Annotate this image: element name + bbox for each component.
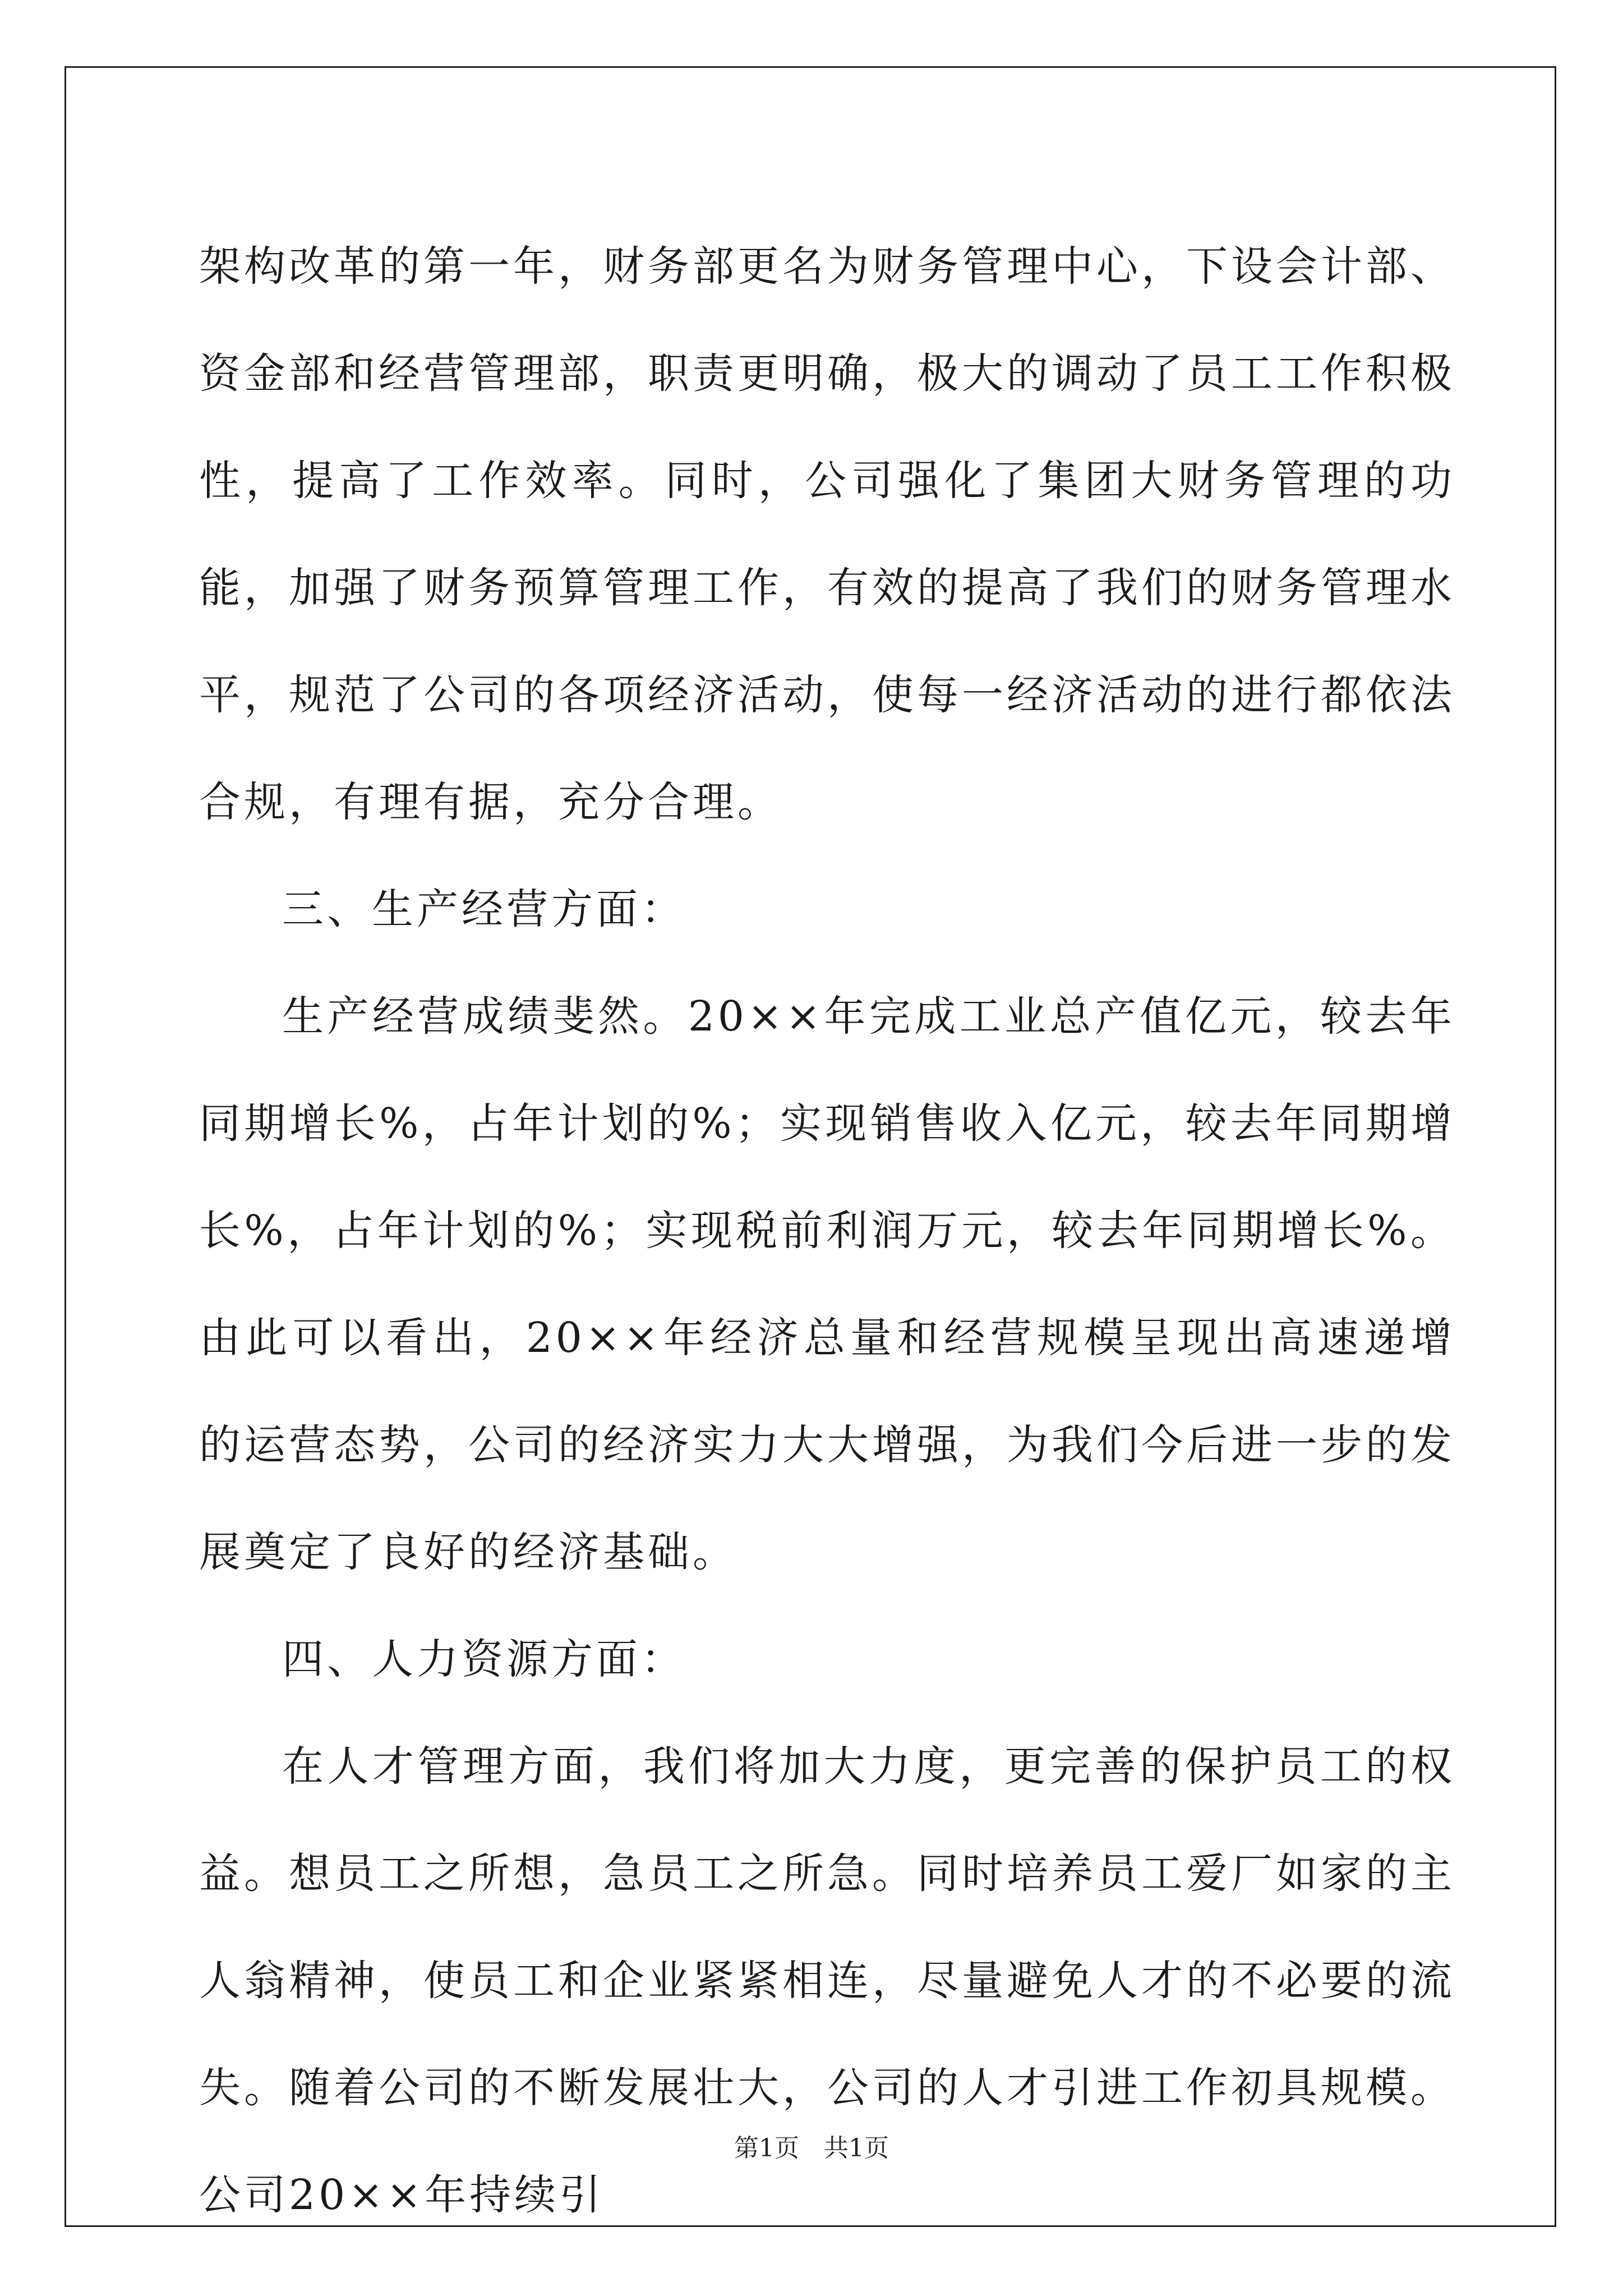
document-body [199,213,1455,2249]
paragraph-finance-reform: 架构改革的第一年，财务部更名为财务管理中心，下设会计部、资金部和经营管理部，职责更明确，极大的调动了员工工作积极性，提高了工作效率。同时，公司强化了集团大财务管理的功能，加强了财务预算管理工作，有效的提高了我们的财务管理水平，规范了公司的各项经济活动，使每一经济活动的进行都依法合规，有理有据，充分合理。 [199,242,1455,826]
heading-production-operation: 三、生产经营方面： [282,885,686,933]
page-number: 第1页 [734,2134,799,2162]
paragraph-production-results: 生产经营成绩斐然。20××年完成工业总产值亿元，较去年同期增长%，占年计划的%；实现销售收入亿元，较去年同期增长%，占年计划的%；实现税前利润万元，较去年同期增长%。由此可以看出，20××年经济总量和经营规模呈现出高速递增的运营态势，公司的经济实力大大增强，为我们今后进一步的发展奠定了良好的经济基础。 [199,992,1455,1576]
paragraph-talent-management: 在人才管理方面，我们将加大力度，更完善的保护员工的权益。想员工之所想，急员工之所急。同时培养员工爱厂如家的主人翁精神，使员工和企业紧紧相连，尽量避免人才的不必要的流失。随着公司的不断发展壮大，公司的人才引进工作初具规模。公司20××年持续引 [199,1742,1455,2219]
heading-human-resources: 四、人力资源方面： [282,1635,686,1683]
page-footer [0,2132,1623,2165]
page-total: 共1页 [824,2134,889,2162]
